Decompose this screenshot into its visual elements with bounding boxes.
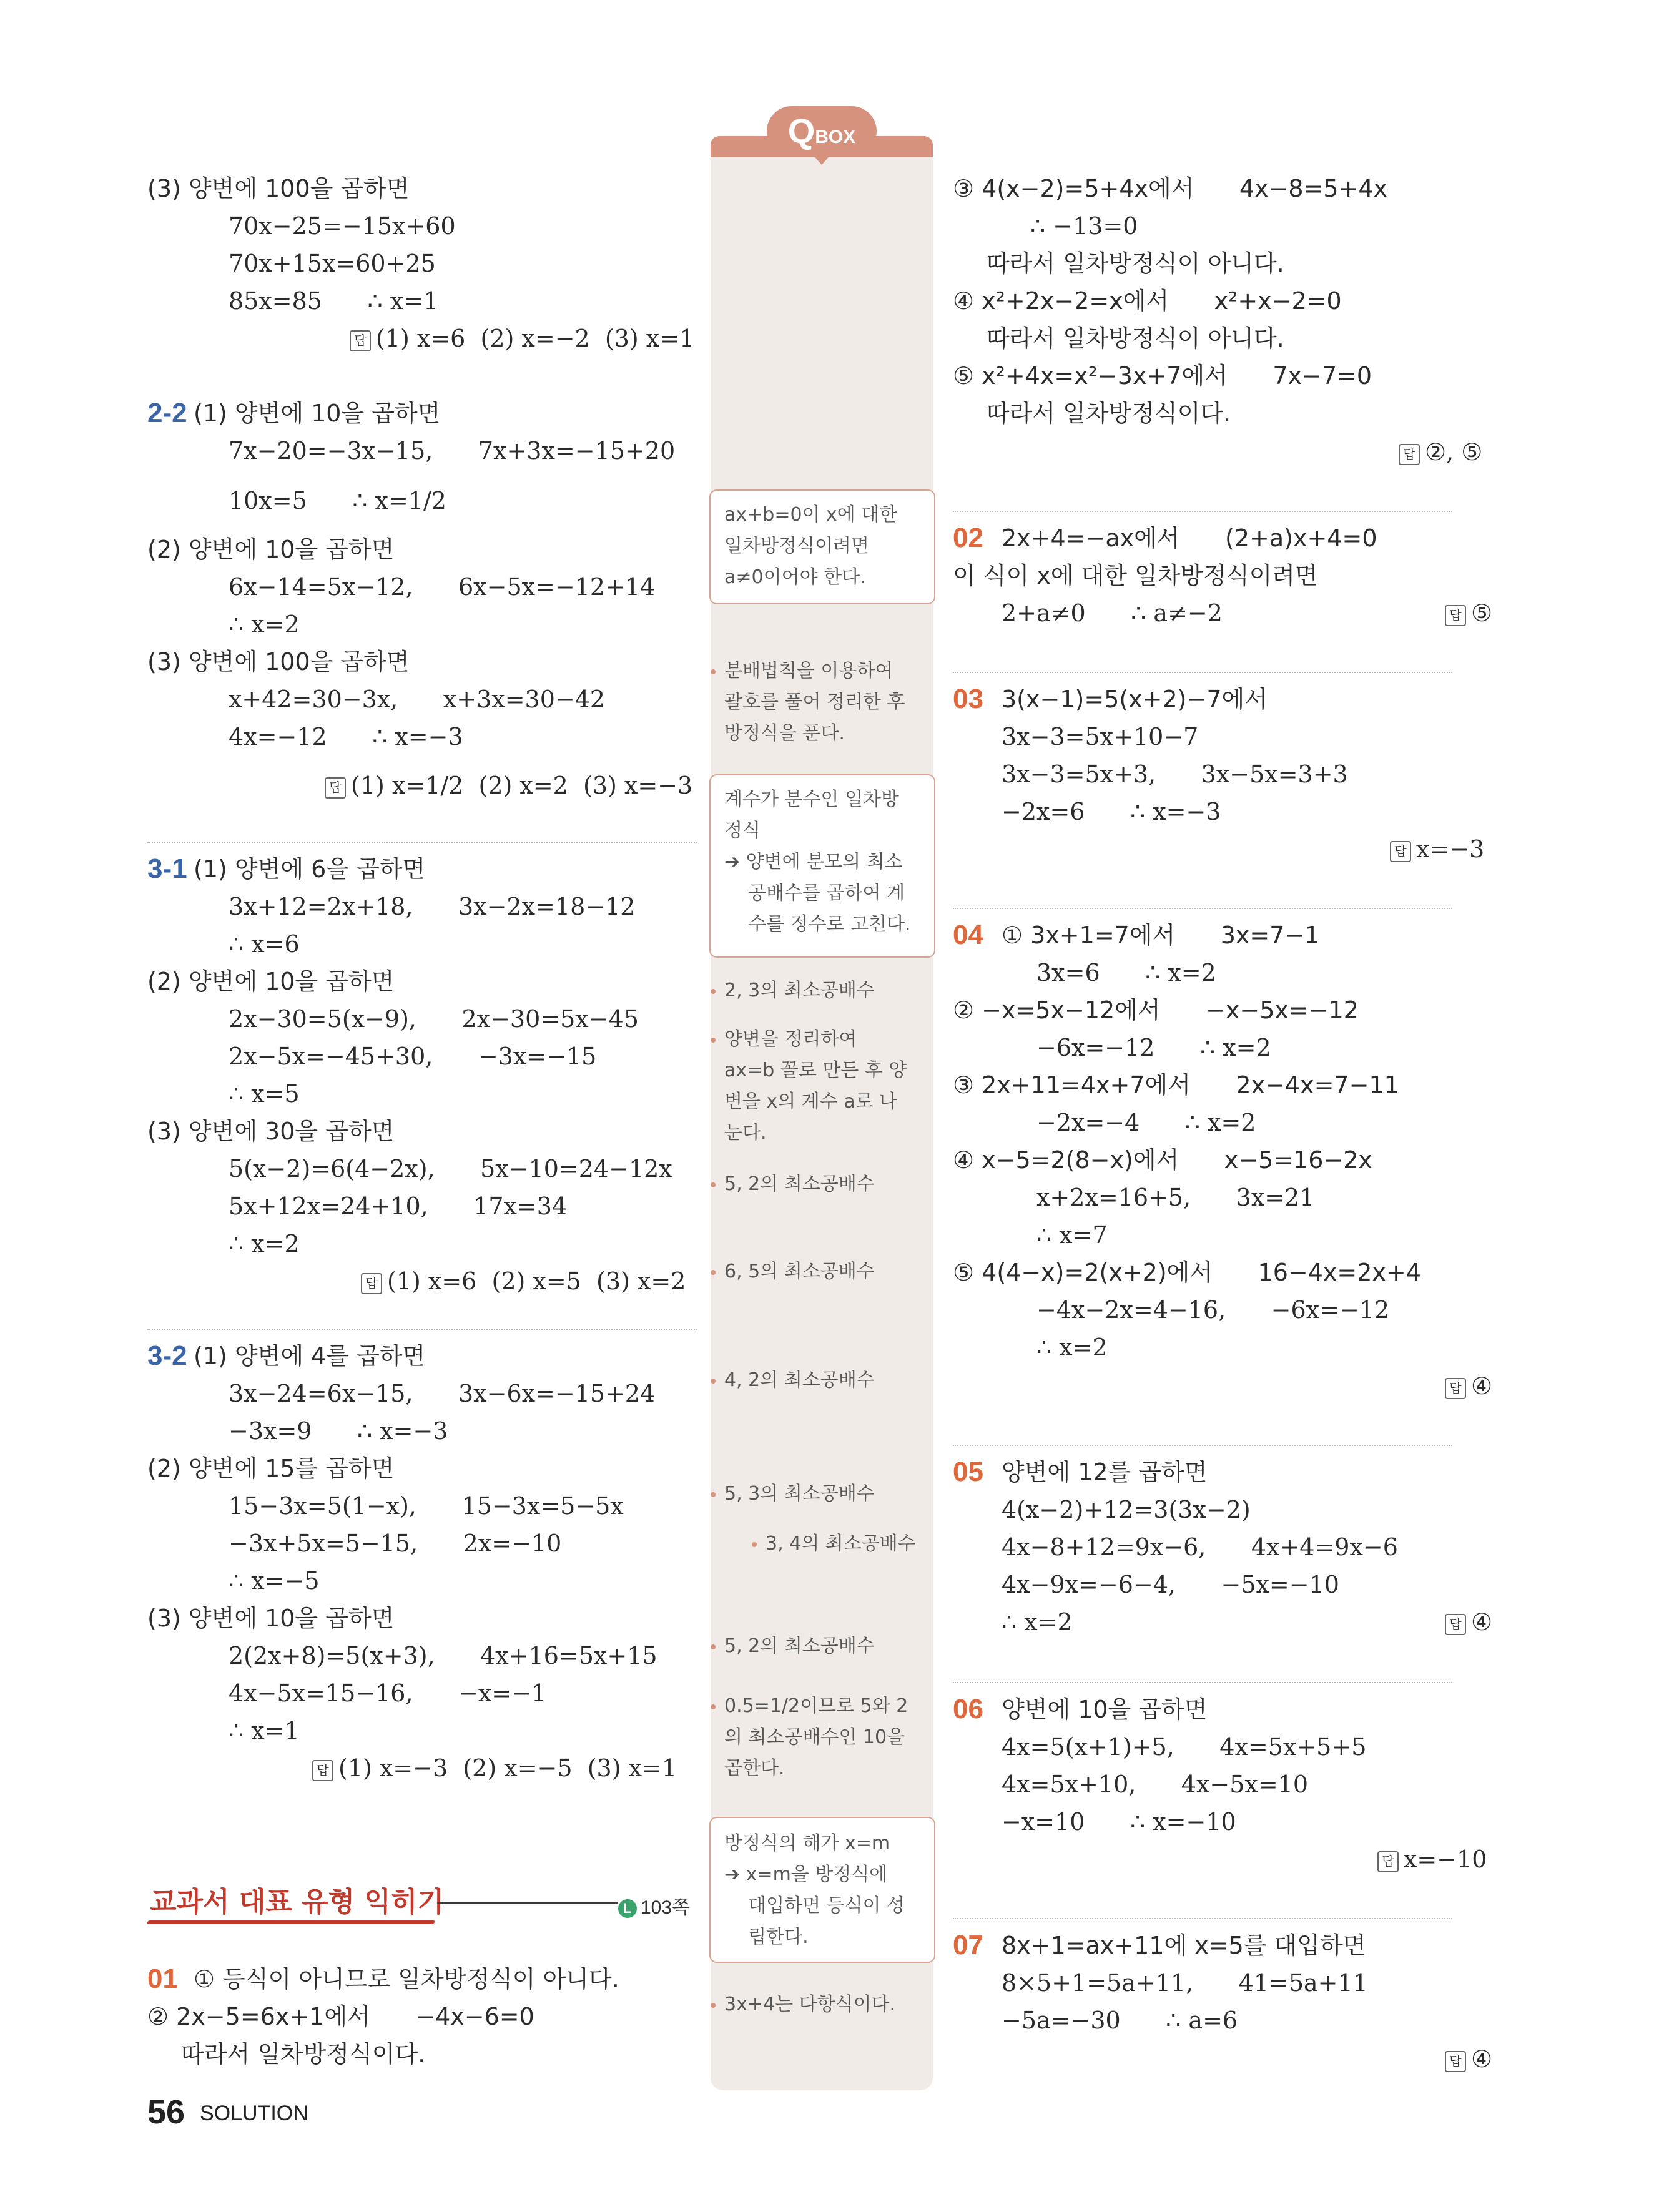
solution-line: ③ 4(x−2)=5+4x에서 4x−8=5+4x [953, 175, 1388, 202]
solution-line: −4x−2x=4−16, −6x=−12 [1036, 1296, 1390, 1324]
answer-line [312, 1749, 677, 1787]
footer-label: SOLUTION [200, 2101, 308, 2125]
connector-dot [711, 1704, 716, 1709]
solution-line: 15−3x=5(1−x), 15−3x=5−5x [229, 1492, 624, 1520]
solution-line: 2+a≠0 ∴ a≠−2 [1002, 599, 1223, 627]
qbox-note: 3x+4는 다항식이다. [724, 1993, 896, 2015]
answer-line [1445, 1603, 1492, 1641]
page-ref-icon: L [618, 1899, 637, 1918]
solution-line: 4x=5x+10, 4x−5x=10 [1002, 1771, 1309, 1798]
divider [953, 511, 1452, 512]
solution-line: (3) 양변에 30을 곱하면 [147, 1118, 395, 1145]
qbox-note: 양변을 정리하여 ax=b 꼴로 만든 후 양 변을 x의 계수 a로 나 눈다. [724, 1028, 907, 1144]
answer-line [350, 320, 694, 357]
connector-dot [711, 989, 716, 994]
solution-line: 4x=−12 ∴ x=−3 [229, 723, 463, 750]
solution-line: ∴ x=6 [229, 930, 300, 958]
solution-line: ⑤ 4(4−x)=2(x+2)에서 16−4x=2x+4 [953, 1259, 1421, 1286]
connector-dot [711, 669, 716, 674]
section-title: 교과서 대표 유형 익히기 [150, 1886, 444, 1918]
solution-line: (3) 양변에 100을 곱하면 [147, 175, 410, 202]
solution-line: 70x−25=−15x+60 [229, 212, 456, 240]
answer-text: (1) x=6 (2) x=5 (3) x=2 [387, 1267, 686, 1295]
solution-line: ④ x−5=2(8−x)에서 x−5=16−2x [953, 1146, 1372, 1174]
solution-line: 2x−5x=−45+30, −3x=−15 [229, 1043, 597, 1070]
qbox-note: 2, 3의 최소공배수 [724, 980, 875, 1001]
solution-line: 5x+12x=24+10, 17x=34 [229, 1192, 568, 1220]
divider [953, 672, 1452, 673]
solution-line: (2) 양변에 10을 곱하면 [147, 968, 395, 995]
answer-line [1445, 2040, 1492, 2078]
connector-dot [752, 1542, 757, 1547]
answer-mark-icon: 답 [1377, 1851, 1399, 1872]
answer-line [1390, 830, 1484, 868]
solution-line: ∴ x=2 [229, 1230, 300, 1257]
answer-mark-icon: 답 [1399, 444, 1420, 465]
solution-line: ∴ x=1 [229, 1717, 300, 1744]
section-rule [437, 1902, 618, 1904]
solution-line: ④ x²+2x−2=x에서 x²+x−2=0 [953, 287, 1342, 315]
solution-line: ③ 2x+11=4x+7에서 2x−4x=7−11 [953, 1071, 1399, 1099]
solution-line: x+2x=16+5, 3x=21 [1036, 1184, 1315, 1211]
solution-line: 10x=5 ∴ x=1/2 [229, 487, 446, 514]
solution-line: −2x=−4 ∴ x=2 [1036, 1109, 1256, 1136]
problem-number: 3-2 [147, 1340, 187, 1371]
problem-number: 02 [953, 523, 983, 553]
answer-text: (1) x=6 (2) x=−2 (3) x=1 [376, 325, 695, 352]
problem-number: 04 [953, 920, 983, 950]
qbox-note: 0.5=1/2이므로 5와 2 의 최소공배수인 10을 곱한다. [724, 1695, 908, 1779]
solution-line: 4x−8+12=9x−6, 4x+4=9x−6 [1002, 1533, 1398, 1561]
solution-line: ∴ −13=0 [1030, 212, 1138, 240]
solution-line: (2) 양변에 10을 곱하면 [147, 536, 395, 563]
qbox-pointer [812, 154, 832, 165]
answer-line [1445, 594, 1492, 632]
connector-dot [711, 2003, 716, 2008]
solution-line: 4(x−2)+12=3(3x−2) [1002, 1496, 1251, 1523]
divider [953, 1918, 1452, 1919]
answer-line [361, 1262, 686, 1300]
qbox-note: 계수가 분수인 일차방 정식 ➔ 양변에 분모의 최소 공배수를 곱하여 계 수를 정수로 고친다. [724, 789, 911, 935]
solution-line: (3) 양변에 100을 곱하면 [147, 648, 410, 676]
problem-number: 3-1 [147, 853, 187, 884]
divider [953, 908, 1452, 909]
answer-line [325, 767, 692, 804]
page-reference: L 103쪽 [618, 1892, 690, 1919]
solution-line: ② −x=5x−12에서 −x−5x=−12 [953, 996, 1359, 1024]
solution-line: 4x−5x=15−16, −x=−1 [229, 1679, 547, 1707]
answer-mark-icon: 답 [1445, 605, 1466, 626]
solution-line: (1) 양변에 6을 곱하면 [194, 855, 426, 883]
solution-line: ∴ x=−5 [229, 1567, 320, 1595]
solution-line: 따라서 일차방정식이 아니다. [987, 250, 1284, 277]
solution-line: (3) 양변에 10을 곱하면 [147, 1605, 395, 1632]
connector-dot [711, 1182, 716, 1187]
solution-line: 85x=85 ∴ x=1 [229, 287, 439, 315]
solution-line: 따라서 일차방정식이다. [987, 400, 1231, 427]
qbox-note: ax+b=0이 x에 대한 일차방정식이려면 a≠0이어야 한다. [724, 504, 898, 588]
solution-line: −3x+5x=5−15, 2x=−10 [229, 1530, 562, 1557]
solution-line: 양변에 10을 곱하면 [1002, 1696, 1208, 1723]
qbox-note: 5, 2의 최소공배수 [724, 1173, 875, 1195]
qbox-note: 방정식의 해가 x=m ➔ x=m을 방정식에 대입하면 등식이 성 립한다. [724, 1832, 905, 1948]
page-number: 56 [147, 2093, 185, 2131]
answer-text: ②, ⑤ [1425, 438, 1483, 466]
solution-line: 4x=5(x+1)+5, 4x=5x+5+5 [1002, 1733, 1367, 1761]
qbox-note: 6, 5의 최소공배수 [724, 1261, 875, 1282]
answer-text: ④ [1471, 2045, 1493, 2073]
answer-line [1377, 1841, 1487, 1878]
solution-line: 7x−20=−3x−15, 7x+3x=−15+20 [229, 437, 676, 465]
answer-text: ④ [1471, 1608, 1493, 1636]
problem-number: 05 [953, 1457, 983, 1487]
solution-line: 6x−14=5x−12, 6x−5x=−12+14 [229, 573, 656, 601]
solution-line: 양변에 12를 곱하면 [1002, 1458, 1208, 1486]
qbox-note: 5, 2의 최소공배수 [724, 1635, 875, 1657]
solution-line: 4x−9x=−6−4, −5x=−10 [1002, 1571, 1339, 1598]
solution-line: (2) 양변에 15를 곱하면 [147, 1455, 395, 1482]
answer-text: x=−10 [1404, 1846, 1487, 1873]
problem-number: 03 [953, 684, 983, 714]
solution-line: 70x+15x=60+25 [229, 250, 436, 277]
qbox-note: 5, 3의 최소공배수 [724, 1483, 875, 1505]
qbox-note: 3, 4의 최소공배수 [766, 1533, 916, 1555]
answer-text: (1) x=1/2 (2) x=2 (3) x=−3 [351, 772, 693, 799]
answer-line [1399, 433, 1482, 471]
problem-number: 07 [953, 1930, 983, 1960]
solution-line: x+42=30−3x, x+3x=30−42 [229, 686, 606, 713]
solution-line: −x=10 ∴ x=−10 [1002, 1808, 1236, 1836]
connector-dot [711, 1038, 716, 1043]
solution-line: −2x=6 ∴ x=−3 [1002, 798, 1221, 825]
solution-line: 3x−3=5x+3, 3x−5x=3+3 [1002, 760, 1348, 788]
solution-line: 2(2x+8)=5(x+3), 4x+16=5x+15 [229, 1642, 657, 1669]
solution-line: ∴ x=2 [229, 611, 300, 638]
divider [953, 1445, 1452, 1446]
divider [147, 1329, 697, 1330]
solution-line: 따라서 일차방정식이 아니다. [987, 325, 1284, 352]
solution-line: (1) 양변에 4를 곱하면 [194, 1342, 426, 1370]
divider [953, 1682, 1452, 1683]
solution-line: −5a=−30 ∴ a=6 [1002, 2007, 1238, 2034]
solution-line: 3x−24=6x−15, 3x−6x=−15+24 [229, 1380, 656, 1407]
answer-mark-icon: 답 [350, 330, 371, 351]
answer-mark-icon: 답 [1445, 1614, 1466, 1635]
problem-number: 2-2 [147, 398, 187, 428]
solution-line: 3x+12=2x+18, 3x−2x=18−12 [229, 893, 636, 920]
solution-line: ∴ x=5 [229, 1080, 300, 1108]
problem-number: 06 [953, 1694, 983, 1724]
answer-text: ④ [1471, 1372, 1493, 1400]
solution-line: 8×5+1=5a+11, 41=5a+11 [1002, 1969, 1368, 1997]
divider [147, 842, 697, 843]
qbox-badge: QBOX [767, 106, 877, 156]
problem-number: 01 [147, 1964, 178, 1994]
solution-line: 따라서 일차방정식이다. [181, 2040, 426, 2068]
solution-line: ⑤ x²+4x=x²−3x+7에서 7x−7=0 [953, 362, 1372, 390]
answer-text: (1) x=−3 (2) x=−5 (3) x=1 [338, 1754, 677, 1782]
solution-line: ① 등식이 아니므로 일차방정식이 아니다. [194, 1965, 619, 1993]
solution-line: 2x−30=5(x−9), 2x−30=5x−45 [229, 1005, 639, 1033]
solution-line: 3(x−1)=5(x+2)−7에서 [1002, 686, 1268, 713]
solution-line: ① 3x+1=7에서 3x=7−1 [1002, 922, 1320, 949]
answer-mark-icon: 답 [312, 1760, 333, 1781]
solution-line: 이 식이 x에 대한 일차방정식이려면 [953, 562, 1318, 589]
solution-line: −6x=−12 ∴ x=2 [1036, 1034, 1271, 1061]
connector-dot [711, 1270, 716, 1275]
connector-dot [711, 1379, 716, 1384]
qbox-note: 4, 2의 최소공배수 [724, 1369, 875, 1391]
answer-mark-icon: 답 [1445, 2051, 1466, 2072]
solution-line: −3x=9 ∴ x=−3 [229, 1417, 448, 1445]
solution-line: 5(x−2)=6(4−2x), 5x−10=24−12x [229, 1155, 672, 1182]
answer-mark-icon: 답 [1390, 841, 1411, 862]
connector-dot [711, 1492, 716, 1497]
solution-line: (1) 양변에 10을 곱하면 [194, 400, 441, 427]
solution-line: ∴ x=7 [1036, 1221, 1108, 1249]
solution-line: 3x=6 ∴ x=2 [1036, 959, 1216, 986]
section-underline [147, 1920, 435, 1924]
solution-line: ② 2x−5=6x+1에서 −4x−6=0 [147, 2003, 534, 2030]
solution-line: ∴ x=2 [1036, 1334, 1108, 1361]
solution-line: 3x−3=5x+10−7 [1002, 723, 1199, 750]
answer-line [1445, 1367, 1492, 1405]
solution-line: 8x+1=ax+11에 x=5를 대입하면 [1002, 1932, 1366, 1959]
answer-text: x=−3 [1416, 835, 1485, 863]
answer-mark-icon: 답 [325, 777, 346, 799]
qbox-note: 분배법칙을 이용하여 괄호를 풀어 정리한 후 방정식을 푼다. [724, 660, 905, 744]
connector-dot [711, 1644, 716, 1649]
solution-line: ∴ x=2 [1002, 1608, 1073, 1636]
answer-text: ⑤ [1471, 599, 1493, 627]
answer-mark-icon: 답 [361, 1273, 382, 1294]
solution-line: 2x+4=−ax에서 (2+a)x+4=0 [1002, 524, 1377, 552]
answer-mark-icon: 답 [1445, 1378, 1466, 1399]
